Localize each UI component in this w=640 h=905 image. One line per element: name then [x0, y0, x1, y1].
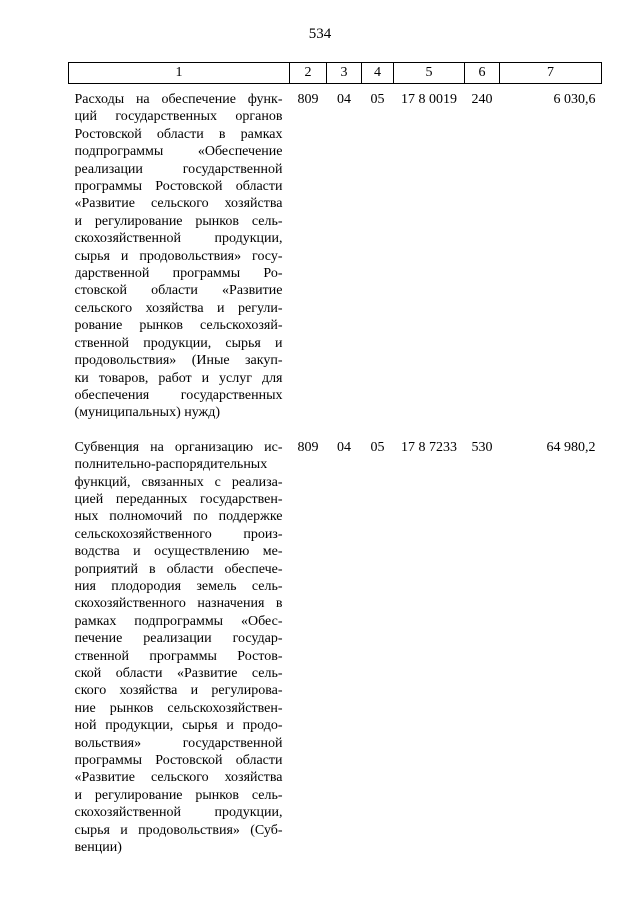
- cell-section: 04: [337, 439, 351, 455]
- description-line: Ростовской области в рамках: [74, 126, 283, 142]
- description-line: вольствия» государственной: [74, 735, 283, 751]
- description-line: ки товаров, работ и услуг для: [74, 370, 283, 386]
- description-line: сельского хозяйства и регули-: [74, 300, 283, 316]
- column-header-3: 3: [327, 63, 362, 84]
- table-header-row: [69, 63, 602, 84]
- description-line: венции): [74, 840, 122, 856]
- description-line: полнительно-распорядительных: [74, 457, 268, 473]
- description-line: ций государственных органов: [74, 109, 283, 125]
- page-number: 534: [308, 26, 332, 42]
- cell-target-article: 17 8 0019: [401, 92, 457, 107]
- description-line: дарственной программы Ро-: [74, 266, 283, 282]
- description-line: продовольствия» (Иные закуп-: [74, 353, 283, 369]
- description-line: Субвенция на организацию ис-: [74, 439, 283, 455]
- description-line: скохозяйственной продукции,: [74, 231, 283, 247]
- description-line: функций, связанных с реализа-: [74, 474, 283, 490]
- cell-subsection: 05: [370, 439, 385, 455]
- description-line: ных полномочий по поддержке: [74, 509, 283, 525]
- description-line: скохозяйственной продукции,: [74, 805, 283, 821]
- cell-expense-type: 240: [471, 92, 493, 107]
- budget-table: [68, 62, 602, 866]
- cell-section: 04: [337, 92, 351, 107]
- description-line: «Развитие сельского хозяйства: [74, 196, 283, 212]
- description-line: сырья и продовольствия» госу-: [74, 248, 283, 264]
- description-line: ной продукции, сырья и продо-: [74, 718, 283, 734]
- description-line: печение реализации государ-: [74, 631, 283, 647]
- cell-ministry-code: 809: [297, 92, 319, 107]
- description-line: программы Ростовской области: [74, 179, 283, 195]
- description-line: «Развитие сельского хозяйства: [74, 770, 283, 786]
- description-line: Расходы на обеспечение функ-: [74, 92, 283, 107]
- description-line: ние рынков сельскохозяйствен-: [74, 700, 283, 716]
- column-header-6: 6: [465, 63, 500, 84]
- column-header-5: 5: [394, 63, 465, 84]
- row-description: [69, 84, 290, 432]
- cell-ministry-code: 809: [297, 439, 319, 455]
- column-header-7: 7: [500, 63, 602, 84]
- description-line: (муниципальных) нужд): [74, 405, 221, 421]
- description-line: стовской области «Развитие: [74, 283, 283, 299]
- cell-expense-type: 530: [471, 439, 493, 455]
- description-line: роприятий в области обеспече-: [74, 561, 283, 577]
- description-line: рование рынков сельскохозяй-: [74, 318, 283, 334]
- description-line: цией переданных государствен-: [74, 491, 283, 507]
- row-description: [69, 432, 290, 867]
- description-line: подпрограммы «Обеспечение: [74, 144, 283, 160]
- column-header-2: 2: [290, 63, 327, 84]
- description-line: программы Ростовской области: [74, 753, 283, 769]
- table-row: [69, 84, 602, 432]
- description-line: и регулирование рынков сель-: [74, 787, 283, 803]
- description-line: ственной продукции, сырья и: [74, 335, 283, 351]
- table-row: [69, 432, 602, 867]
- description-line: ского хозяйства и регулирова-: [74, 683, 283, 699]
- description-line: водства и осуществлению ме-: [74, 544, 283, 560]
- cell-target-article: 17 8 7233: [401, 439, 457, 455]
- description-line: рамках подпрограммы «Обес-: [74, 613, 283, 629]
- cell-amount: 6 030,6: [553, 92, 596, 107]
- description-line: сельскохозяйственного произ-: [74, 526, 283, 542]
- description-line: ния плодородия земель сель-: [74, 578, 283, 594]
- description-line: ственной программы Ростов-: [74, 648, 283, 664]
- description-line: ской области «Развитие сель-: [74, 666, 283, 681]
- column-header-1: 1: [69, 63, 290, 84]
- column-header-4: 4: [362, 63, 394, 84]
- description-line: обеспечения государственных: [74, 387, 283, 403]
- description-line: сырья и продовольствия» (Суб-: [74, 822, 283, 838]
- cell-amount: 64 980,2: [546, 439, 596, 455]
- description-line: скохозяйственного назначения в: [74, 596, 283, 612]
- description-line: реализации государственной: [74, 161, 283, 177]
- description-line: и регулирование рынков сель-: [74, 213, 283, 229]
- cell-subsection: 05: [370, 92, 385, 107]
